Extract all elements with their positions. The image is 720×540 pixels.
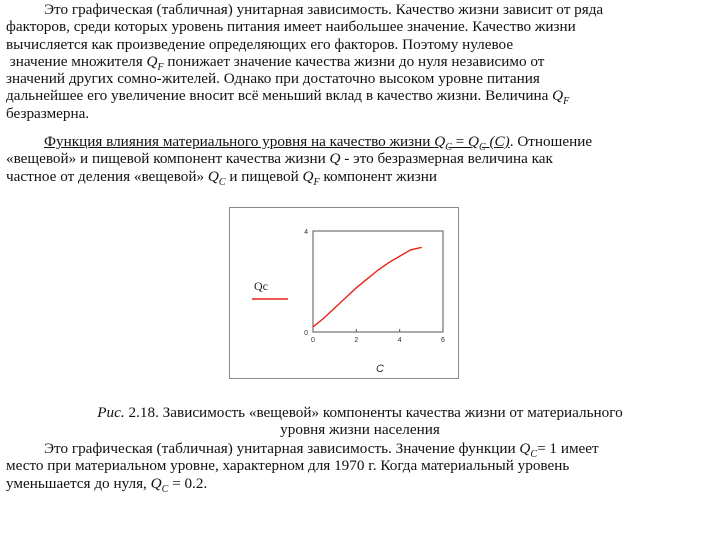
sub-c: C	[445, 142, 452, 154]
p2-underlined	[44, 133, 510, 154]
series-line-qc	[313, 247, 421, 327]
var-q: Q	[329, 150, 341, 168]
paragraph-3	[6, 440, 714, 495]
sub-f: F	[313, 176, 320, 188]
chart-series	[312, 247, 422, 328]
data-point	[388, 262, 389, 263]
sub-c: C	[161, 483, 169, 495]
sub-c: C	[218, 176, 226, 188]
p1-line-7: безразмерна.	[6, 104, 90, 122]
p2-line-1	[6, 133, 714, 154]
var-q: Q	[468, 133, 479, 150]
p2-line-2-post: - это безразмерная величина как	[340, 150, 553, 168]
p3-line-1-post: = 1 имеет	[537, 440, 599, 457]
chart-legend	[252, 279, 288, 299]
p2-line-1-post: . Отношение	[509, 133, 593, 150]
var-q: Q	[434, 133, 446, 150]
p3-line-1-pre: Это графическая (табличная) унитарная зависимость. Значение функции	[44, 440, 520, 457]
x-tick-label: 2	[354, 337, 359, 344]
data-point	[312, 326, 313, 327]
p2-line-3-post: компонент жизни	[319, 167, 437, 185]
arg-c: (C)	[485, 133, 510, 150]
p3-line-1	[6, 440, 714, 461]
y-tick-label: 0	[304, 330, 308, 337]
p1-line-4-post: понижает значение качества жизни до нуля независимо от	[163, 52, 545, 70]
caption-line-2: уровня жизни населения	[280, 421, 440, 439]
p2-line-3-pre: частное от деления «вещевой»	[6, 167, 208, 185]
chart-ticks	[304, 229, 445, 375]
chart-axes	[313, 231, 443, 332]
p3-line-3	[6, 474, 714, 495]
p3-line-3-post: = 0.2.	[168, 474, 208, 492]
var-q: Q	[519, 440, 531, 457]
paragraph-1	[6, 1, 714, 122]
p1-line-4-pre: значение множителя	[6, 52, 147, 70]
p1-line-6	[6, 87, 714, 108]
x-tick-label: 4	[397, 337, 402, 344]
p1-line-3: вычисляется как произведение определяющих его факторов. Поэтому нулевое	[6, 35, 514, 53]
y-tick-label: 4	[304, 229, 308, 236]
x-tick-label: 6	[441, 337, 445, 344]
data-point	[410, 249, 411, 250]
data-point	[377, 270, 378, 271]
plot-frame	[313, 231, 443, 332]
p3-line-2: место при материальном уровне, характерном для 1970 г. Когда материальный уровень	[6, 457, 570, 475]
p1-line-2: факторов, среди которых уровень питания имеет наибольшее значение. Качество жизни	[6, 18, 576, 36]
data-point	[356, 287, 357, 288]
x-axis-label: C	[376, 363, 384, 375]
var-q: Q	[302, 167, 314, 185]
data-point	[334, 307, 335, 308]
var-q: Q	[150, 474, 162, 492]
sub-c: C	[479, 142, 486, 154]
sub-c: C	[530, 449, 538, 461]
figure-chart	[229, 207, 459, 379]
p2-line-1-text: Функция влияния материального уровня на качество жизни	[44, 133, 435, 150]
var-q: Q	[146, 52, 158, 70]
figure-caption	[0, 404, 720, 439]
sub-f: F	[157, 61, 164, 73]
chart-svg	[230, 208, 458, 378]
p2-line-3-mid: и пищевой	[225, 167, 303, 185]
paragraph-2	[6, 133, 714, 188]
p1-line-6-pre: дальнейшее его увеличение вносит всё меньший вклад в качество жизни. Величина	[6, 87, 553, 105]
data-point	[367, 278, 368, 279]
p1-line-1: Это графическая (табличная) унитарная зависимость. Качество жизни зависит от ряда	[44, 1, 604, 18]
caption-text-1: 2.18. Зависимость «вещевой» компоненты качества жизни от материального	[124, 404, 623, 421]
data-point	[345, 297, 346, 298]
caption-prefix: Рис.	[97, 404, 125, 421]
caption-line-1	[0, 404, 720, 421]
legend-label-qc: Qc	[254, 279, 268, 293]
data-point	[399, 256, 400, 257]
var-q: Q	[207, 167, 219, 185]
p1-line-4	[6, 52, 714, 73]
sub-f: F	[563, 96, 570, 108]
data-point	[421, 247, 422, 248]
p2-line-2	[6, 150, 714, 167]
p2-line-2-pre: «вещевой» и пищевой компонент качества жизни	[6, 150, 330, 168]
p2-line-3	[6, 167, 714, 188]
data-point	[323, 318, 324, 319]
var-q: Q	[552, 87, 564, 105]
x-tick-label: 0	[311, 337, 315, 344]
p3-line-3-pre: уменьшается до нуля,	[6, 474, 151, 492]
eq: =	[451, 133, 469, 150]
p1-line-5: значений других сомно-жителей. Однако при достаточно высоком уровне питания	[6, 70, 540, 88]
